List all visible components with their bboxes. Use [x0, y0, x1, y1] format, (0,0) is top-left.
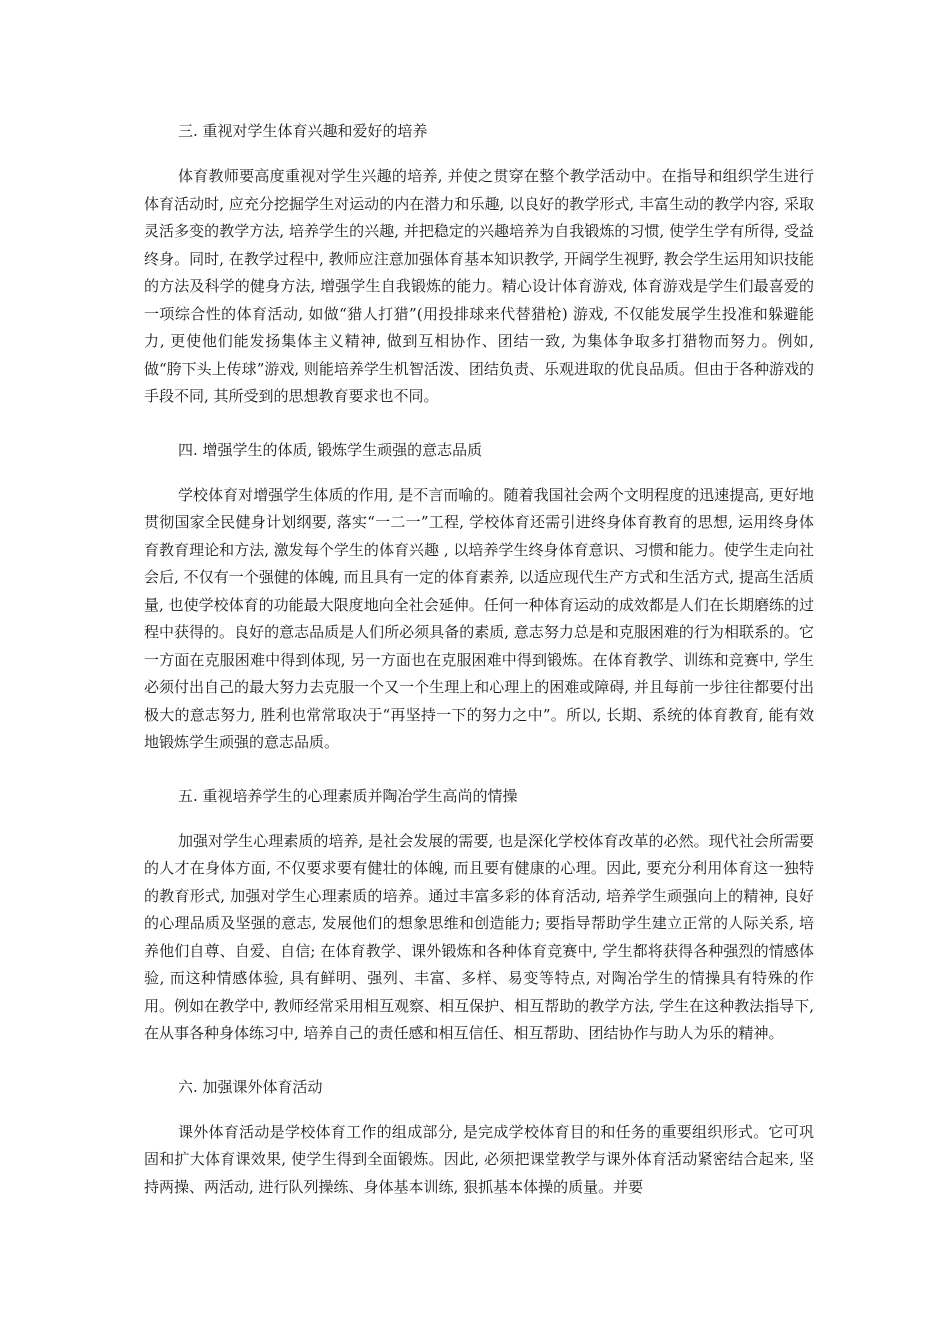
section-heading-3: 三. 重视对学生体育兴趣和爱好的培养 [178, 122, 428, 140]
section-paragraph-3: 体育教师要高度重视对学生兴趣的培养, 并使之贯穿在整个教学活动中。在指导和组织学生进行体育活动时, 应充分挖掘学生对运动的内在潜力和乐趣, 以良好的教学形式, 丰富生动的教学内容, 采取灵活多变的教学方法, 培养学生的兴趣, 并把稳定的兴趣培养为自我锻炼的习惯, 使学生学有所得, 受益终身。同时, 在教学过程中, 教师应注意加强体育基本知识教学, 开阔学生视野, 教会学生运用知识技能的方法及科学的健身方法, 增强学生自我锻炼的能力。精心设计体育游戏, 体育游戏是学生们最喜爱的一项综合性的体育活动, 如做“猎人打猎”(用投排球来代替猎枪) 游戏, 不仅能发展学生投准和躲避能力, 更使他们能发扬集体主义精神, 做到互相协作、团结一致, 为集体争取多打猎物而努力。例如, 做“胯下头上传球”游戏, 则能培养学生机智活泼、团结负责、乐观进取的优良品质。但由于各种游戏的手段不同, 其所受到的思想教育要求也不同。 [144, 167, 814, 405]
section-paragraph-5: 加强对学生心理素质的培养, 是社会发展的需要, 也是深化学校体育改革的必然。现代社会所需要的人才在身体方面, 不仅要求要有健壮的体魄, 而且要有健康的心理。因此, 要充分利用体育这一独特的教育形式, 加强对学生心理素质的培养。通过丰富多彩的体育活动, 培养学生顽强向上的精神, 良好的心理品质及坚强的意志, 发展他们的想象思维和创造能力; 要指导帮助学生建立正常的人际关系, 培养他们自尊、自爱、自信; 在体育教学、课外锻炼和各种体育竞赛中, 学生都将获得各种强烈的情感体验, 而这种情感体验, 具有鲜明、强列、丰富、多样、易变等特点, 对陶冶学生的情操具有特殊的作用。例如在教学中, 教师经常采用相互观察、相互保护、相互帮助的教学方法, 学生在这种教法指导下, 在从事各种身体练习中, 培养自己的责任感和相互信任、相互帮助、团结协作与助人为乐的精神。 [144, 831, 814, 1042]
document-body [144, 118, 814, 1201]
section-paragraph-6: 课外体育活动是学校体育工作的组成部分, 是完成学校体育目的和任务的重要组织形式。它可巩固和扩大体育课效果, 使学生得到全面锻炼。因此, 必须把课堂教学与课外体育活动紧密结合起来, 坚持两操、两活动, 进行队列操练、身体基本训练, 狠抓基本体操的质量。并要 [144, 1122, 814, 1196]
section-heading-6: 六. 加强课外体育活动 [178, 1077, 323, 1096]
section-heading-5: 五. 重视培养学生的心理素质并陶冶学生高尚的情操 [178, 786, 518, 805]
section-paragraph-4: 学校体育对增强学生体质的作用, 是不言而喻的。随着我国社会两个文明程度的迅速提高, 更好地贯彻国家全民健身计划纲要, 落实“一二一”工程, 学校体育还需引进终身体育教育的思想, 运用终身体育教育理论和方法, 激发每个学生的体育兴趣 , 以培养学生终身体育意识、习惯和能力。使学生走向社会后, 不仅有一个强健的体魄, 而且具有一定的体育素养, 以适应现代生产方式和生活方式, 提高生活质量, 也使学校体育的功能最大限度地向全社会延伸。任何一种体育运动的成效都是人们在长期磨练的过程中获得的。良好的意志品质是人们所必须具备的素质, 意志努力总是和克服困难的行为相联系的。它一方面在克服困难中得到体现, 另一方面也在克服困难中得到锻炼。在体育教学、训练和竞赛中, 学生必须付出自己的最大努力去克服一个又一个生理上和心理上的困难或障碍, 并且每前一步往往都要付出极大的意志努力, 胜利也常常取决于“再坚持一下的努力之中”。所以, 长期、系统的体育教育, 能有效地锻炼学生顽强的意志品质。 [144, 485, 814, 751]
section-heading-4: 四. 增强学生的体质, 锻炼学生顽强的意志品质 [178, 440, 483, 459]
